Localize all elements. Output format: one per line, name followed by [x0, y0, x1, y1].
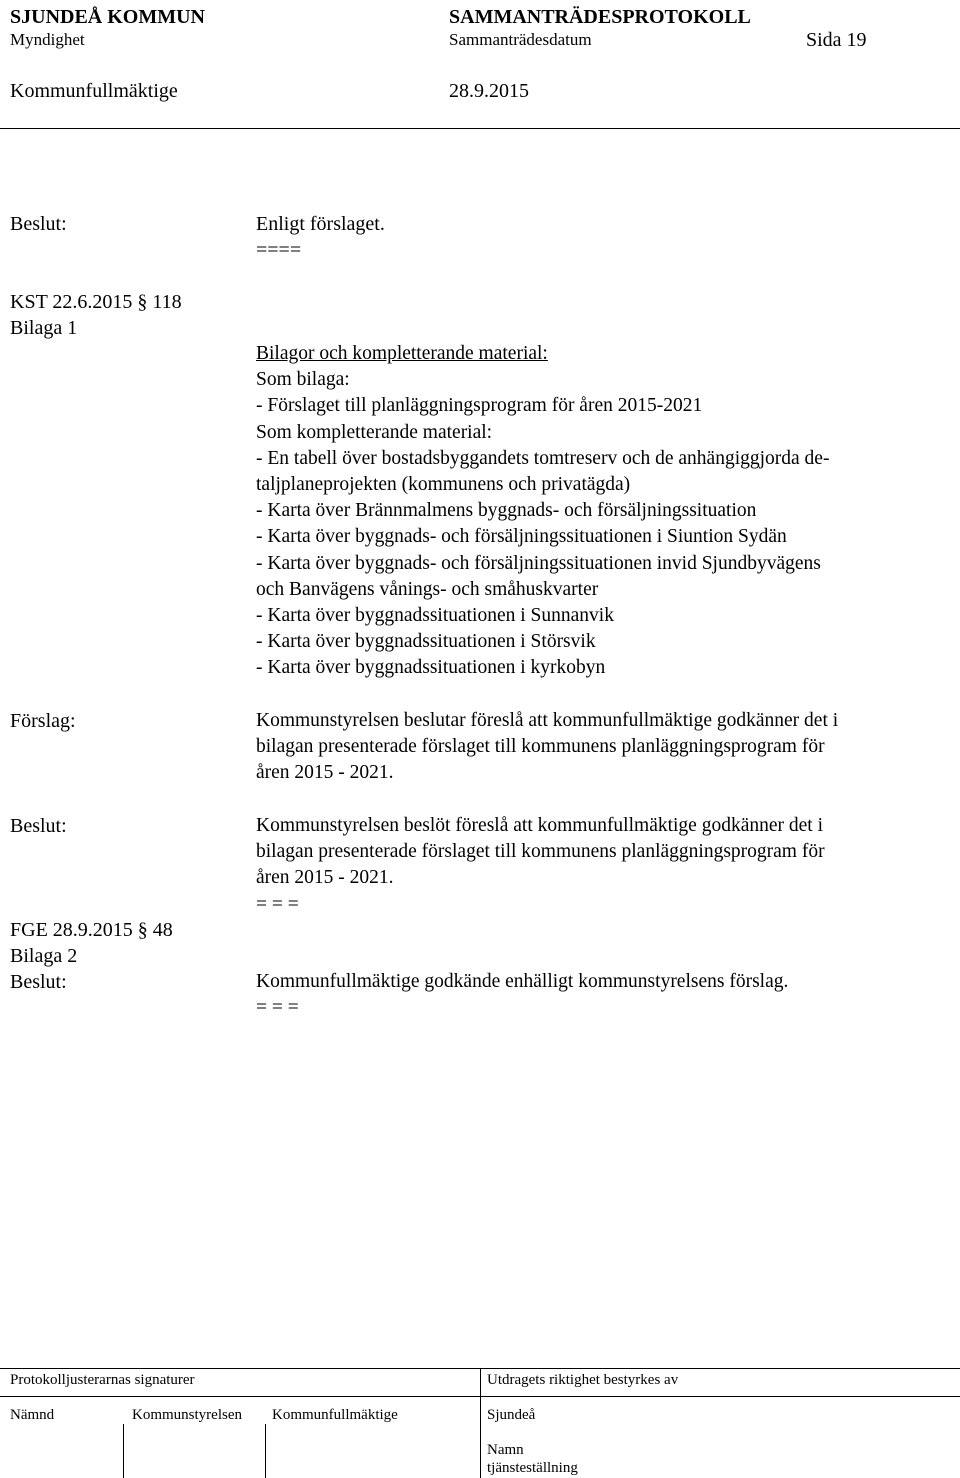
attachment-line: Som kompletterande material: [256, 421, 493, 443]
attachment-line: - Karta över byggnadssituationen i Sunnanvik [256, 605, 614, 627]
decision-2-line: bilagan presenterade förslaget till kommunens planläggningsprogram för [256, 841, 825, 863]
attachments-heading: Bilagor och kompletterande material: [256, 343, 548, 364]
attachment-line: och Banvägens vånings- och småhuskvarter [256, 578, 599, 600]
attachment-line: taljplaneprojekten (kommunens och privatägda) [256, 474, 631, 496]
document-type: SAMMANTRÄDESPROTOKOLL [449, 6, 751, 28]
attachment-line: - Förslaget till planläggningsprogram för åren 2015-2021 [256, 395, 703, 417]
decision-1: Enligt förslaget. [256, 213, 385, 235]
footer-tjanstestallning: tjänsteställning [487, 1460, 578, 1476]
attachment-line: - En tabell över bostadsbyggandets tomtreserv och de anhängiggjorda de- [256, 447, 830, 469]
header-divider [0, 128, 960, 129]
decision-3-block [256, 969, 788, 1021]
org-name: SJUNDEÅ KOMMUN [10, 6, 205, 28]
decision-3: Kommunfullmäktige godkände enhälligt kommunstyrelsens förslag. [256, 971, 789, 992]
separator-2: = = = [256, 893, 299, 915]
label-bilaga-2: Bilaga 2 [10, 945, 78, 967]
meeting-date-label: Sammanträdesdatum [449, 30, 592, 49]
attachment-line: - Karta över Brännmalmens byggnads- och försäljningssituation [256, 500, 757, 522]
attachment-line: - Karta över byggnads- och försäljningssituationen i Siuntion Sydän [256, 526, 787, 548]
attachment-line: - Karta över byggnads- och försäljningssituationen invid Sjundbyvägens [256, 552, 821, 574]
label-bilaga-1: Bilaga 1 [10, 317, 78, 339]
attachment-line: - Karta över byggnadssituationen i Störsvik [256, 631, 596, 653]
fge-reference: FGE 28.9.2015 § 48 [10, 919, 173, 941]
separator-3: = = = [256, 997, 299, 1019]
proposal-line: Kommunstyrelsen beslutar föreslå att kommunfullmäktige godkänner det i [256, 710, 839, 731]
footer-namnd: Nämnd [10, 1407, 55, 1423]
footer-kommunfullmaktige: Kommunfullmäktige [272, 1407, 398, 1423]
attachments-block [256, 341, 829, 682]
decision-2-block [256, 813, 825, 918]
proposal-line: bilagan presenterade förslaget till kommunens planläggningsprogram för [256, 736, 825, 758]
label-forslag: Förslag: [10, 710, 76, 732]
authority-name: Kommunfullmäktige [10, 80, 178, 102]
footer-sjundea: Sjundeå [487, 1407, 536, 1423]
attachment-line: - Karta över byggnadssituationen i kyrkobyn [256, 657, 606, 679]
proposal-line: åren 2015 - 2021. [256, 762, 394, 784]
label-beslut-1: Beslut: [10, 213, 67, 235]
attachment-line: Som bilaga: [256, 369, 350, 391]
proposal-block [256, 708, 838, 787]
label-beslut-3: Beslut: [10, 971, 67, 993]
separator-1: ==== [256, 239, 302, 261]
footer-col-divider-2 [265, 1424, 266, 1478]
meeting-date: 28.9.2015 [449, 80, 529, 102]
authority-label: Myndighet [10, 30, 85, 49]
page-number: Sida 19 [806, 29, 867, 51]
verified-by-label: Utdragets riktighet bestyrkes av [487, 1372, 679, 1388]
decision-2-line: Kommunstyrelsen beslöt föreslå att kommunfullmäktige godkänner det i [256, 815, 824, 836]
decision-2-line: åren 2015 - 2021. [256, 867, 394, 889]
footer-col-divider-1 [123, 1424, 124, 1478]
label-beslut-2: Beslut: [10, 815, 67, 837]
footer-kommunstyrelsen: Kommunstyrelsen [132, 1407, 242, 1423]
signatures-label: Protokolljusterarnas signaturer [10, 1372, 195, 1388]
footer-center-divider [480, 1368, 481, 1478]
footer-namn: Namn [487, 1442, 524, 1458]
kst-reference: KST 22.6.2015 § 118 [10, 291, 182, 313]
